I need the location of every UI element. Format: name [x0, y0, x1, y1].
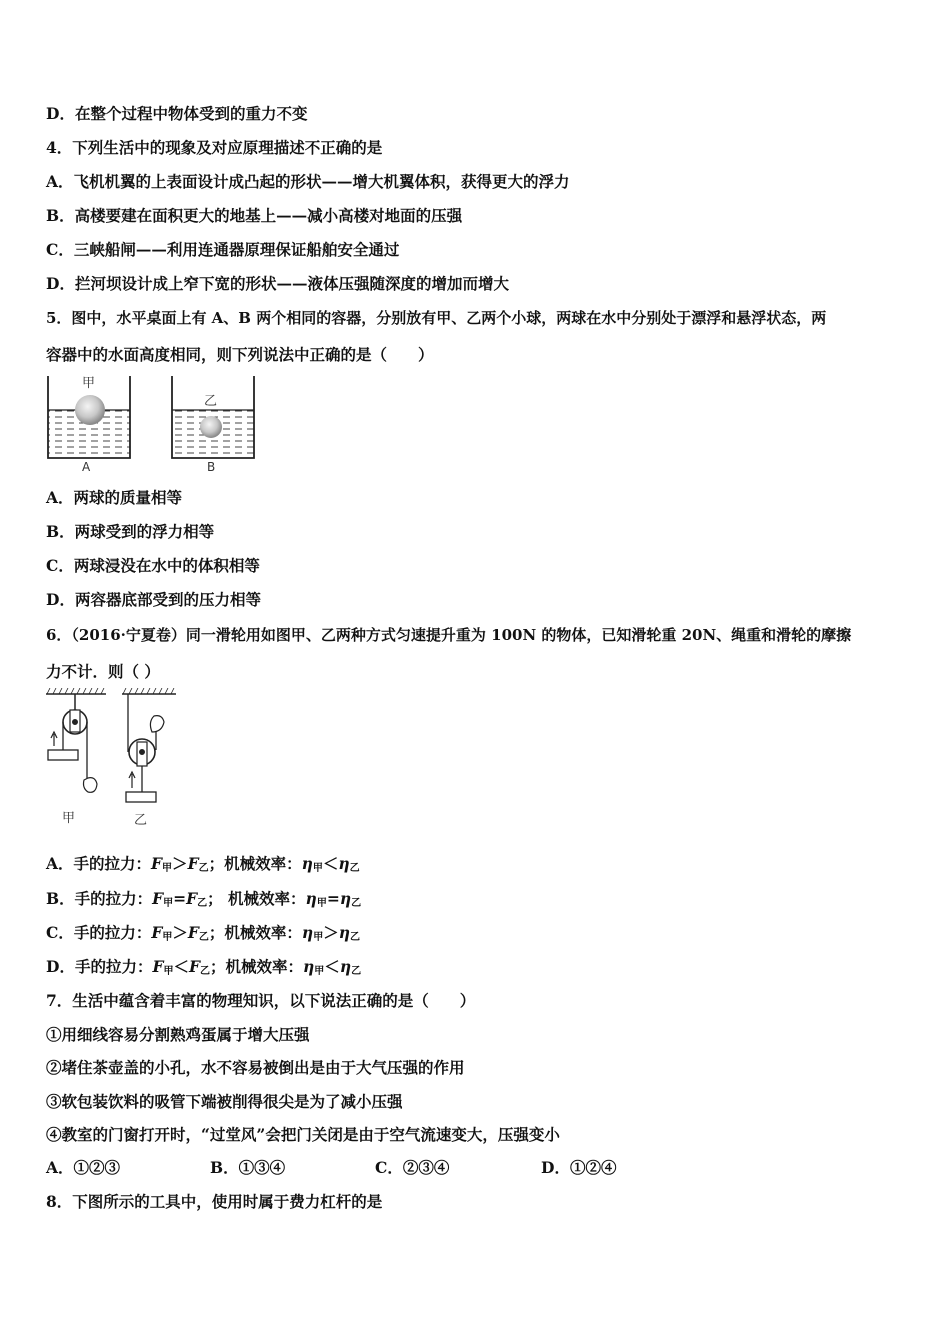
fixed-pulley-setup: [46, 688, 106, 792]
q5-option-b: B．两球受到的浮力相等: [46, 522, 215, 541]
q7-choice-c: C．②③④: [375, 1158, 450, 1177]
q4-option-b: B．高楼要建在面积更大的地基上——减小高楼对地面的压强: [46, 206, 463, 225]
q4-option-d: D．拦河坝设计成上窄下宽的形状——液体压强随深度的增加而增大: [46, 274, 509, 293]
container-a: [48, 376, 130, 474]
q6-option-c: C．手的拉力：$F_甲>F_乙$；机械效率：$\eta_甲>\eta_乙$: [46, 923, 360, 943]
container-b: [172, 376, 254, 474]
ball-yi: [200, 416, 222, 438]
ball-label-yi: 乙: [204, 394, 218, 409]
q7-choice-a: A．①②③: [46, 1158, 121, 1177]
q3-option-d: D．在整个过程中物体受到的重力不变: [46, 104, 308, 123]
ball-jia: [75, 395, 105, 425]
q4-stem: 4．下列生活中的现象及对应原理描述不正确的是: [46, 138, 383, 157]
q6-option-a: A．手的拉力：$F_甲>F_乙$；机械效率：$\eta_甲<\eta_乙$: [46, 854, 360, 874]
q6-stem-line1: 6．（2016·宁夏卷）同一滑轮用如图甲、乙两种方式匀速提升重为 100N 的物体，已知滑轮重 20N、绳重和滑轮的摩擦: [46, 626, 852, 644]
movable-pulley-setup: [122, 688, 176, 802]
q7-stem: 7．生活中蕴含着丰富的物理知识，以下说法正确的是（ ）: [46, 991, 476, 1010]
q5-option-a: A．两球的质量相等: [46, 488, 183, 507]
q8-stem: 8．下图所示的工具中，使用时属于费力杠杆的是: [46, 1192, 383, 1211]
q5-option-c: C．两球浸没在水中的体积相等: [46, 556, 260, 575]
q5-figure: [42, 372, 262, 476]
q7-statement-4: ④教室的门窗打开时，“过堂风”会把门关闭是由于空气流速变大，压强变小: [46, 1125, 560, 1144]
pulley-label-yi: 乙: [134, 813, 148, 828]
q6-option-d: D．手的拉力：$F_甲<F_乙$；机械效率：$\eta_甲<\eta_乙$: [46, 957, 362, 977]
q4-option-c: C．三峡船闸——利用连通器原理保证船舶安全通过: [46, 240, 400, 259]
q6-figure: [42, 688, 192, 830]
pulley-label-jia: 甲: [62, 811, 76, 826]
q6-stem-line2: 力不计．则（ ）: [46, 662, 160, 681]
q7-choice-b: B．①③④: [210, 1158, 286, 1177]
ball-label-jia: 甲: [82, 376, 96, 391]
q7-statement-3: ③软包装饮料的吸管下端被削得很尖是为了减小压强: [46, 1092, 403, 1111]
q7-statement-1: ①用细线容易分割熟鸡蛋属于增大压强: [46, 1025, 310, 1044]
q5-option-d: D．两容器底部受到的压力相等: [46, 590, 261, 609]
container-label-b: B: [207, 460, 216, 474]
container-label-a: A: [82, 460, 91, 474]
q7-statement-2: ②堵住茶壶盖的小孔，水不容易被倒出是由于大气压强的作用: [46, 1058, 465, 1077]
q5-stem-line2: 容器中的水面高度相同，则下列说法中正确的是（ ）: [46, 345, 434, 364]
q7-choice-d: D．①②④: [541, 1158, 617, 1177]
q4-option-a: A．飞机机翼的上表面设计成凸起的形状——增大机翼体积，获得更大的浮力: [46, 172, 570, 191]
q6-option-b: B．手的拉力：$F_甲=F_乙$； 机械效率：$\eta_甲=\eta_乙$: [46, 889, 362, 909]
q5-stem-line1: 5．图中，水平桌面上有 A、B 两个相同的容器，分别放有甲、乙两个小球，两球在水中分别处于漂浮和悬浮状态，两: [46, 309, 827, 327]
